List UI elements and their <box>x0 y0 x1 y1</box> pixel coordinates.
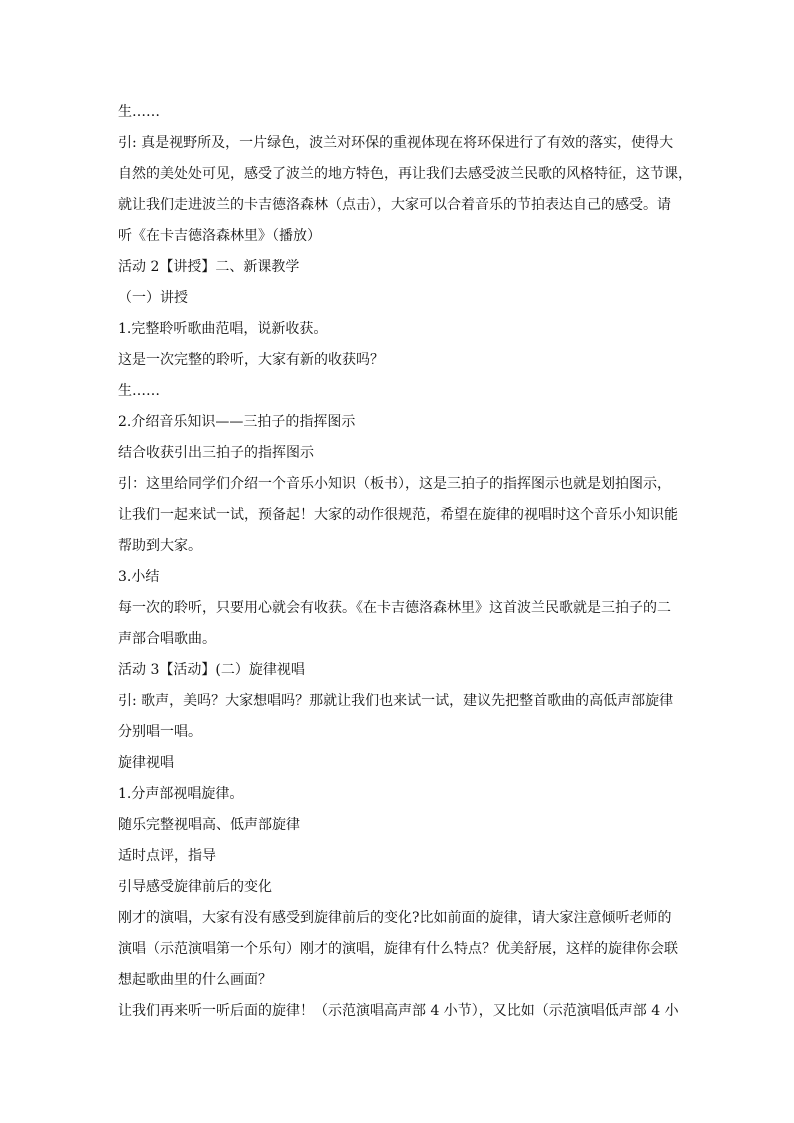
text-line: 演唱（示范演唱第一个乐句）刚才的演唱，旋律有什么特点？优美舒展，这样的旋律你会联 <box>118 941 678 957</box>
section-heading: 活动 2【讲授】二、新课教学 <box>118 259 300 275</box>
text-line: 引: 真是视野所及，一片绿色，波兰对环保的重视体现在将环保进行了有效的落实，使得大 <box>118 135 674 151</box>
subsection-heading: （一）讲授 <box>118 290 188 306</box>
text-line: 帮助到大家。 <box>118 538 202 554</box>
text-line: 1.完整聆听歌曲范唱，说新收获。 <box>118 321 328 337</box>
text-line: 结合收获引出三拍子的指挥图示 <box>118 445 314 461</box>
text-line: 让我们一起来试一试，预备起！大家的动作很规范，希望在旋律的视唱时这个音乐小知识能 <box>118 507 678 523</box>
text-line: 引: 歌声，美吗？大家想唱吗？那就让我们也来试一试，建议先把整首歌曲的高低声部旋律 <box>118 693 674 709</box>
text-line: 让我们再来听一听后面的旋律！（示范演唱高声部 4 小节），又比如（示范演唱低声部 4 小 <box>118 1003 679 1019</box>
text-line: 随乐完整视唱高、低声部旋律 <box>118 817 300 833</box>
text-line: 想起歌曲里的什么画面？ <box>118 972 272 988</box>
text-line: 1.分声部视唱旋律。 <box>118 786 244 802</box>
text-line: 引：这里给同学们介绍一个音乐小知识（板书），这是三拍子的指挥图示也就是划拍图示， <box>118 476 671 492</box>
text-line: 这是一次完整的聆听，大家有新的收获吗？ <box>118 352 384 368</box>
document-page <box>118 97 692 1027</box>
text-line: 3.小结 <box>118 569 160 585</box>
text-line: 适时点评，指导 <box>118 848 216 864</box>
section-heading: 活动 3【活动】(二）旋律视唱 <box>118 662 305 678</box>
text-line: 生…… <box>118 104 160 120</box>
text-line: 分别唱一唱。 <box>118 724 202 740</box>
text-line: 旋律视唱 <box>118 755 174 771</box>
text-line: 声部合唱歌曲。 <box>118 631 216 647</box>
text-line: 引导感受旋律前后的变化 <box>118 879 272 895</box>
text-line: 就让我们走进波兰的卡吉德洛森林（点击），大家可以合着音乐的节拍表达自己的感受。请 <box>118 197 671 213</box>
text-line: 刚才的演唱，大家有没有感受到旋律前后的变化?比如前面的旋律，请大家注意倾听老师的 <box>118 910 672 926</box>
text-line: 听《在卡吉德洛森林里》（播放） <box>118 228 321 244</box>
text-line: 生…… <box>118 383 160 399</box>
text-line: 自然的美处处可见，感受了波兰的地方特色，再让我们去感受波兰民歌的风格特征，这节课， <box>118 166 692 182</box>
text-line: 2.介绍音乐知识——三拍子的指挥图示 <box>118 414 356 430</box>
text-line: 每一次的聆听，只要用心就会有收获。《在卡吉德洛森林里》这首波兰民歌就是三拍子的二 <box>118 600 671 616</box>
